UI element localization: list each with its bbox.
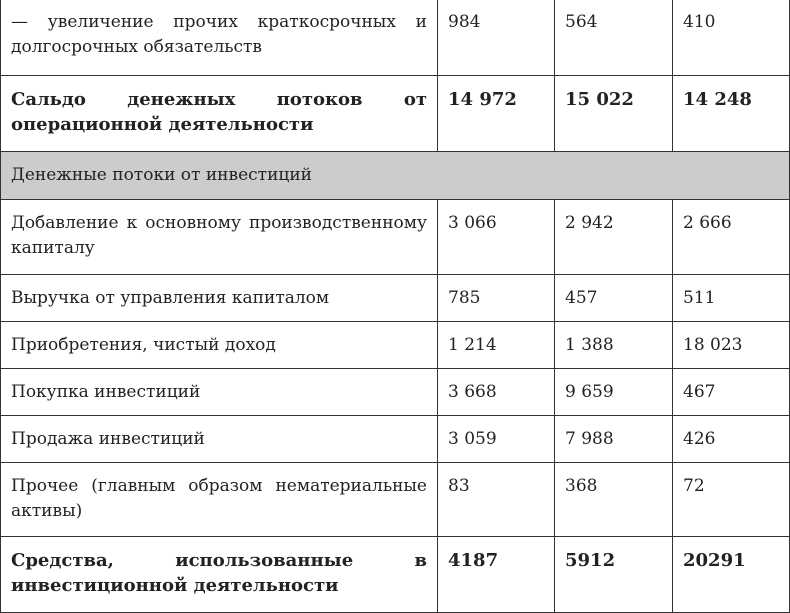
cell-value: 20291 xyxy=(673,537,790,613)
row-label: Продажа инвестиций xyxy=(1,416,438,463)
cell-value: 9 659 xyxy=(555,369,673,416)
table-row xyxy=(1,200,790,275)
section-header-row xyxy=(1,152,790,200)
cell-value: 410 xyxy=(673,0,790,76)
row-label: Приобретения, чистый доход xyxy=(1,322,438,369)
row-label: Средства, использованные в инвестиционной деятельности xyxy=(1,537,438,613)
table-row xyxy=(1,275,790,322)
cell-value: 18 023 xyxy=(673,322,790,369)
table-row-total xyxy=(1,76,790,152)
row-label: Добавление к основному производственному капиталу xyxy=(1,200,438,275)
row-label: Сальдо денежных потоков от операционной деятельности xyxy=(1,76,438,152)
cell-value: 5912 xyxy=(555,537,673,613)
section-header: Денежные потоки от инвестиций xyxy=(1,152,790,200)
table-row xyxy=(1,369,790,416)
table-row xyxy=(1,322,790,369)
cell-value: 368 xyxy=(555,463,673,537)
cell-value: 3 059 xyxy=(438,416,555,463)
cell-value: 2 666 xyxy=(673,200,790,275)
table-row-total xyxy=(1,537,790,613)
table-row xyxy=(1,416,790,463)
table-row xyxy=(1,463,790,537)
table-row xyxy=(1,0,790,76)
cell-value: 7 988 xyxy=(555,416,673,463)
cell-value: 14 248 xyxy=(673,76,790,152)
cell-value: 984 xyxy=(438,0,555,76)
row-label: Покупка инвестиций xyxy=(1,369,438,416)
cell-value: 72 xyxy=(673,463,790,537)
row-label: Выручка от управления капиталом xyxy=(1,275,438,322)
row-label: — увеличение прочих краткосрочных и долгосрочных обязательств xyxy=(1,0,438,76)
cell-value: 467 xyxy=(673,369,790,416)
cell-value: 2 942 xyxy=(555,200,673,275)
cell-value: 564 xyxy=(555,0,673,76)
cell-value: 83 xyxy=(438,463,555,537)
cell-value: 785 xyxy=(438,275,555,322)
cell-value: 14 972 xyxy=(438,76,555,152)
cell-value: 1 214 xyxy=(438,322,555,369)
row-label: Прочее (главным образом нематериальные активы) xyxy=(1,463,438,537)
cell-value: 4187 xyxy=(438,537,555,613)
cell-value: 426 xyxy=(673,416,790,463)
cell-value: 15 022 xyxy=(555,76,673,152)
cell-value: 457 xyxy=(555,275,673,322)
cell-value: 3 668 xyxy=(438,369,555,416)
cell-value: 511 xyxy=(673,275,790,322)
cell-value: 3 066 xyxy=(438,200,555,275)
cell-value: 1 388 xyxy=(555,322,673,369)
